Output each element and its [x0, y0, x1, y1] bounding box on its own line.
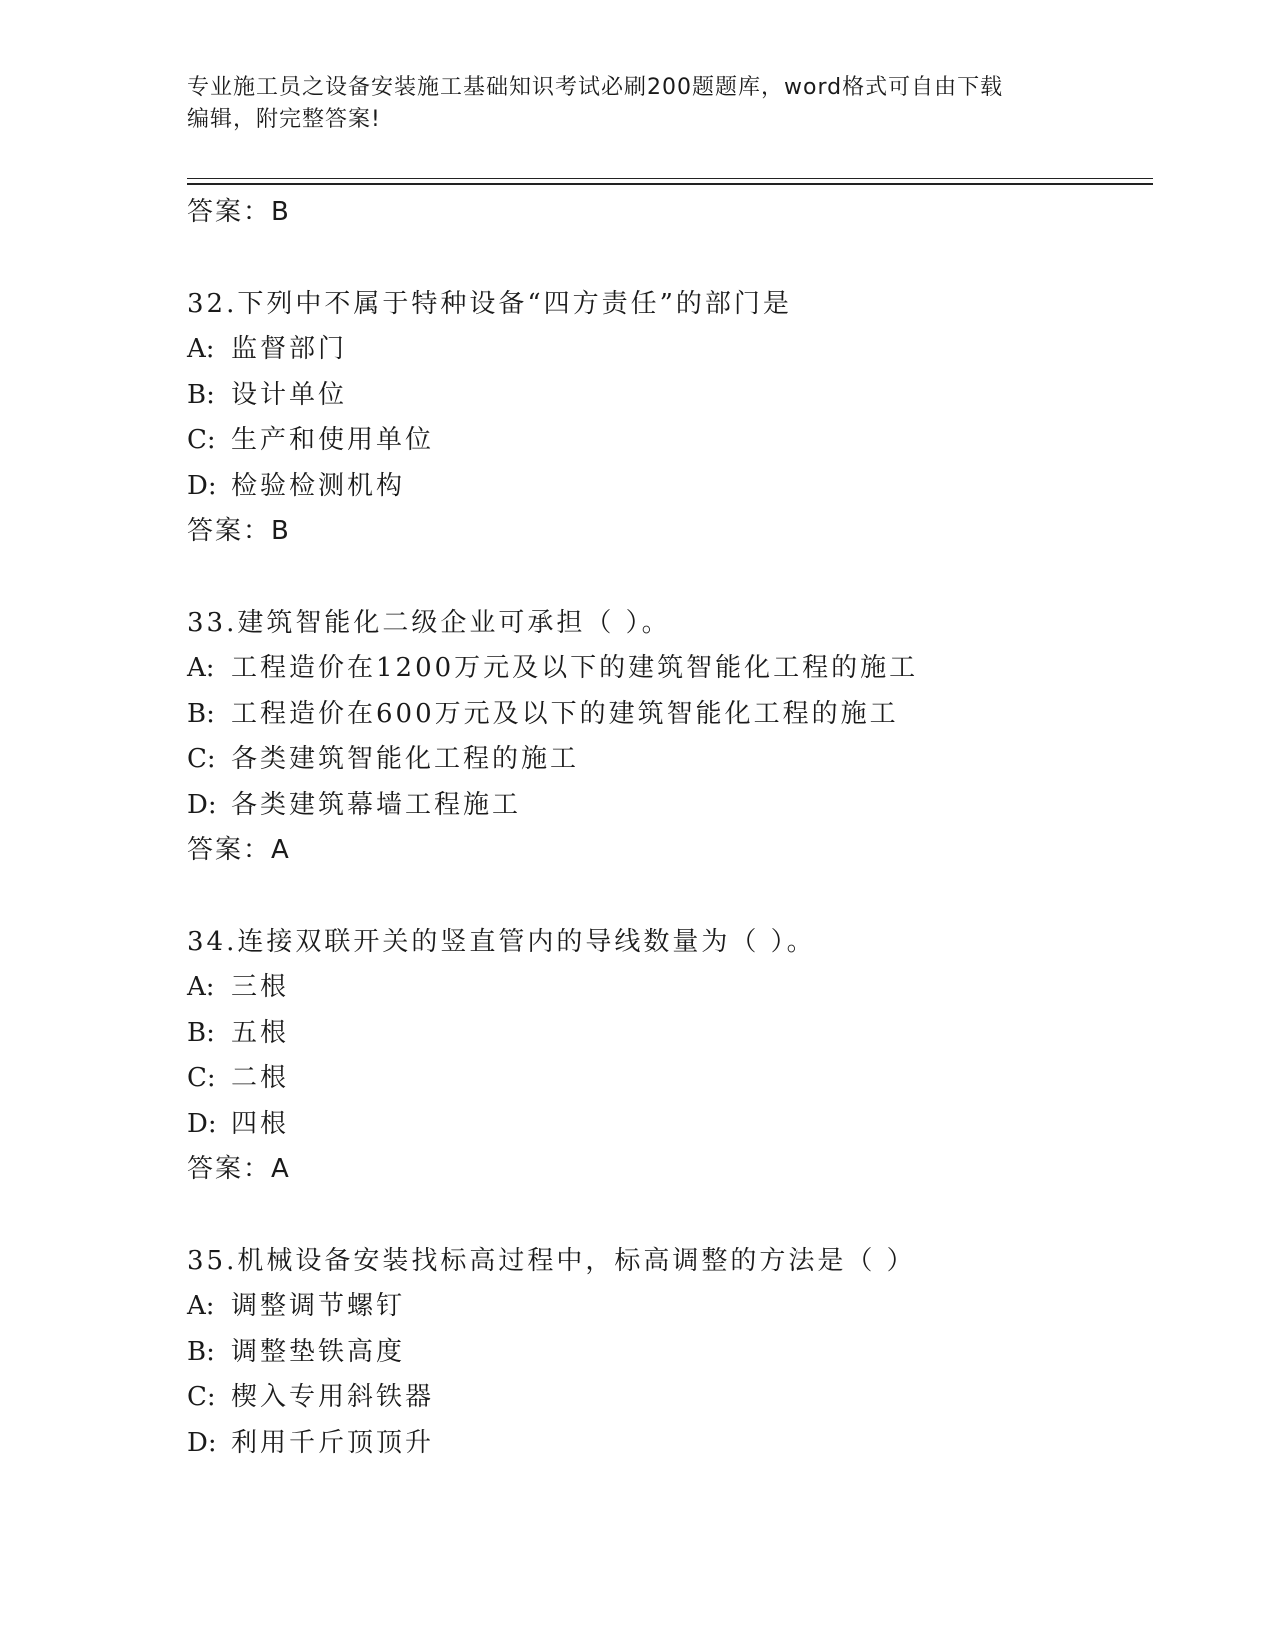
option-label: B: — [187, 379, 215, 410]
question-list — [187, 190, 1153, 1466]
option-label: B: — [187, 1017, 215, 1048]
option-d — [187, 464, 1153, 510]
option-label: D: — [187, 1427, 217, 1458]
option-label: C: — [187, 744, 216, 774]
option-a — [187, 1284, 1153, 1330]
option-b — [187, 373, 1153, 419]
option-c — [187, 418, 1153, 464]
header-divider-thick — [187, 183, 1153, 185]
option-text: 调整垫铁高度 — [231, 1336, 406, 1367]
option-b — [187, 1011, 1153, 1057]
option-label: A: — [187, 653, 215, 683]
option-label: B: — [187, 698, 215, 729]
option-label: C: — [187, 1382, 216, 1412]
option-label: A: — [187, 972, 215, 1002]
option-label: B: — [187, 1336, 215, 1367]
header-line-1: 专业施工员之设备安装施工基础知识考试必刷200题题库，word格式可自由下载 — [187, 75, 1004, 100]
option-text: 监督部门 — [231, 334, 348, 364]
answer-line: 答案：A — [187, 1154, 291, 1184]
option-a — [187, 646, 1153, 692]
answer-line: 答案：B — [187, 516, 291, 546]
option-label: D: — [187, 789, 217, 820]
option-text: 二根 — [231, 1063, 290, 1093]
option-label: A: — [187, 1291, 215, 1321]
option-text: 五根 — [231, 1017, 290, 1048]
option-b — [187, 692, 1153, 738]
option-label: D: — [187, 1108, 217, 1139]
option-a — [187, 965, 1153, 1011]
header-line-2: 编辑，附完整答案! — [187, 107, 381, 132]
option-text: 设计单位 — [231, 379, 348, 410]
spacer — [187, 236, 1153, 282]
question-text: 34.连接双联开关的竖直管内的导线数量为（ ）。 — [187, 926, 816, 957]
option-label: A: — [187, 334, 215, 364]
answer-line: 答案：A — [187, 835, 291, 865]
option-label: D: — [187, 470, 217, 501]
option-a — [187, 327, 1153, 373]
option-c — [187, 1375, 1153, 1421]
question-text: 35.机械设备安装找标高过程中，标高调整的方法是（ ） — [187, 1245, 916, 1276]
option-text: 楔入专用斜铁器 — [231, 1382, 435, 1412]
option-text: 利用千斤顶顶升 — [231, 1427, 435, 1458]
option-text: 各类建筑智能化工程的施工 — [231, 744, 580, 774]
document-header — [187, 72, 1087, 136]
option-b — [187, 1330, 1153, 1376]
option-text: 各类建筑幕墙工程施工 — [231, 789, 522, 820]
spacer — [187, 555, 1153, 601]
answer-line: 答案：B — [187, 197, 291, 227]
option-d — [187, 783, 1153, 829]
option-text: 调整调节螺钉 — [231, 1291, 406, 1321]
option-label: C: — [187, 425, 216, 455]
question-text: 33.建筑智能化二级企业可承担（ ）。 — [187, 607, 671, 638]
option-text: 工程造价在600万元及以下的建筑智能化工程的施工 — [231, 698, 899, 729]
option-text: 检验检测机构 — [231, 470, 406, 501]
option-d — [187, 1102, 1153, 1148]
option-label: C: — [187, 1063, 216, 1093]
option-c — [187, 737, 1153, 783]
option-c — [187, 1056, 1153, 1102]
question-text: 32.下列中不属于特种设备“四方责任”的部门是 — [187, 288, 792, 319]
option-text: 工程造价在1200万元及以下的建筑智能化工程的施工 — [231, 653, 919, 683]
option-text: 四根 — [231, 1108, 290, 1139]
option-text: 三根 — [231, 972, 290, 1002]
header-divider-thin — [187, 178, 1153, 179]
spacer — [187, 874, 1153, 920]
option-text: 生产和使用单位 — [231, 425, 435, 455]
spacer — [187, 1193, 1153, 1239]
option-d — [187, 1421, 1153, 1467]
